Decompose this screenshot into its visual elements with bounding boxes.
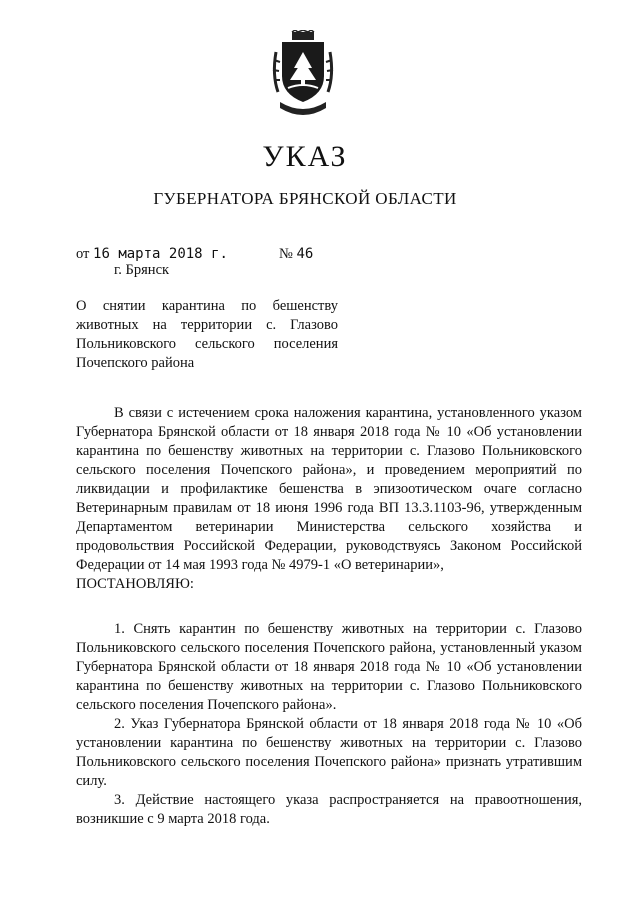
- number-value: 46: [296, 246, 314, 262]
- document-subtitle: ГУБЕРНАТОРА БРЯНСКОЙ ОБЛАСТИ: [153, 189, 457, 208]
- decree-subject: О снятии карантина по бешенству животных на территории с. Глазово Польниковского сельского поселения Почепского района: [76, 298, 338, 371]
- bryansk-coat-of-arms-icon: [268, 30, 338, 122]
- date-value: 16 марта 2018 г.: [93, 246, 228, 262]
- document-title: УКАЗ: [262, 140, 348, 173]
- clause-2: 2. Указ Губернатора Брянской области от 18 января 2018 года № 10 «Об установлении карантина по бешенству животных на территории с. Глазово Польниковского сельского поселения Почепского района» признать утратившим силу.: [76, 716, 582, 789]
- decree-body: [76, 404, 582, 829]
- clause-3: 3. Действие настоящего указа распространяется на правоотношения, возникшие с 9 марта 2018 года.: [76, 792, 582, 827]
- clause-1: 1. Снять карантин по бешенству животных на территории с. Глазово Польниковского сельского поселения Почепского района, установленный указом Губернатора Брянской области от 18 января 2018 года № 10 «Об установлении карантина по бешенству животных на территории с. Глазово Польниковского сельского поселения Почепского района».: [76, 621, 582, 713]
- decree-city: г. Брянск: [114, 262, 170, 278]
- preamble-paragraph: В связи с истечением срока наложения карантина, установленного указом Губернатора Брянской области от 18 января 2018 года № 10 «Об установлении карантина по бешенству животных на территории с. Глазово Польниковского сельского поселения Почепского района», и проведением мероприятий по ликвидации и профилактике бешенства в эпизоотическом очаге согласно Ветеринарным правилам от 18 июня 1996 года ВП 13.3.1103-96, утвержденным Департаментом ветеринарии Министерства сельского хозяйства и продовольствия Российской Федерации, руководствуясь Законом Российской Федерации от 14 мая 1993 года № 4979-1 «О ветеринарии»,: [76, 405, 582, 573]
- decree-date: [76, 246, 228, 263]
- date-prefix: от: [76, 246, 90, 262]
- number-prefix: №: [279, 246, 293, 262]
- decree-number: [279, 246, 313, 263]
- resolve-heading: ПОСТАНОВЛЯЮ:: [76, 576, 194, 592]
